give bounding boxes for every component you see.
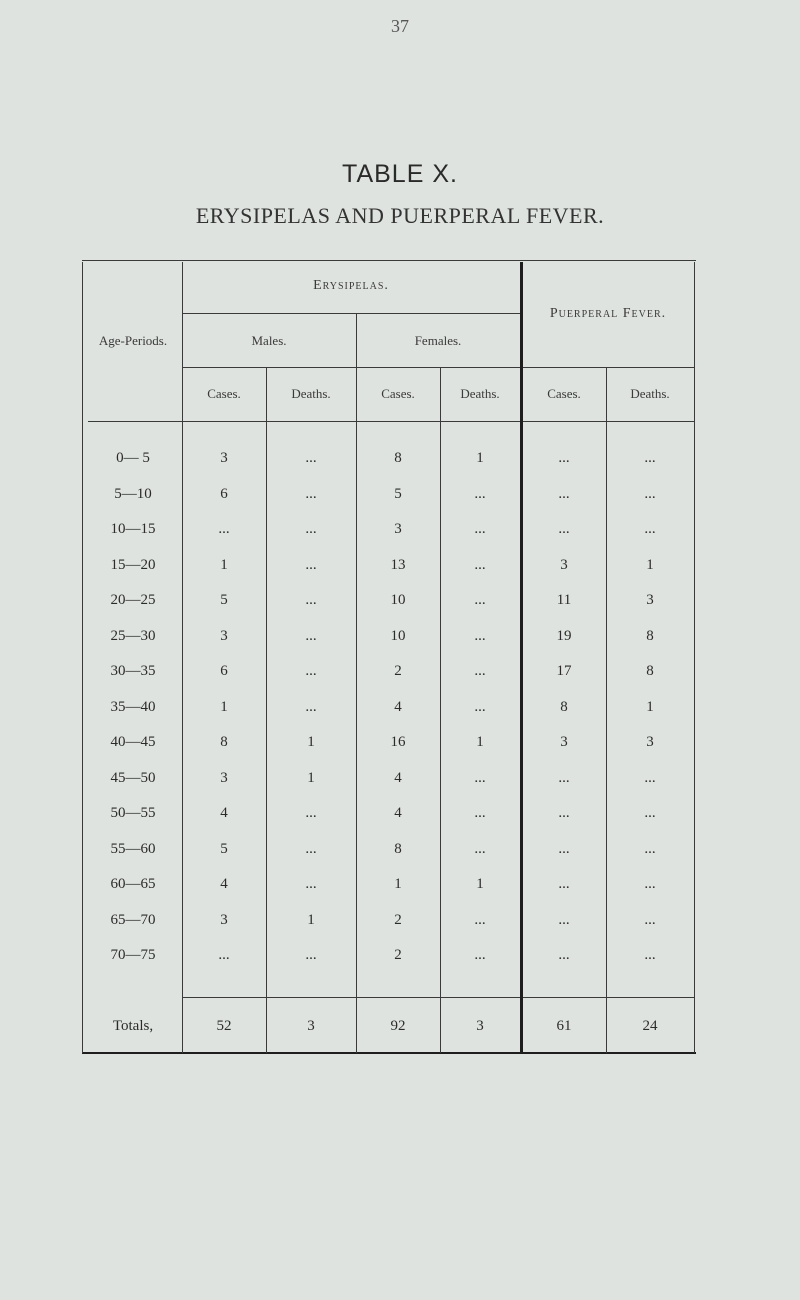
cell-puerperal-cases: 3: [560, 557, 568, 573]
cell-female-cases: 10: [390, 628, 406, 644]
cell-puerperal-deaths: 1: [646, 699, 654, 715]
cell-age: 20—25: [110, 592, 156, 608]
cell-puerperal-deaths: ...: [644, 876, 656, 892]
cell-female-deaths: ...: [474, 628, 486, 644]
cell-male-cases: 1: [220, 699, 228, 715]
cell-male-deaths: ...: [305, 663, 317, 679]
cell-female-deaths: ...: [474, 592, 486, 608]
cell-age: 50—55: [110, 805, 156, 821]
cell-puerperal-cases: ...: [558, 912, 570, 928]
header-female-deaths: Deaths.: [460, 386, 500, 401]
cell-puerperal-deaths: ...: [644, 521, 656, 537]
cell-puerperal-cases: ...: [558, 450, 570, 466]
cell-female-cases: 3: [394, 521, 402, 537]
totals-puerperal-deaths: 24: [642, 1018, 658, 1034]
cell-male-cases: 1: [220, 557, 228, 573]
cell-female-cases: 5: [394, 486, 402, 502]
cell-male-cases: 4: [220, 876, 228, 892]
cell-puerperal-deaths: ...: [644, 450, 656, 466]
cell-age: 0— 5: [116, 450, 150, 466]
cell-male-deaths: ...: [305, 699, 317, 715]
cell-age: 45—50: [110, 770, 156, 786]
header-males: Males.: [251, 333, 287, 348]
cell-puerperal-cases: ...: [558, 805, 570, 821]
header-female-cases: Cases.: [381, 386, 415, 401]
cell-female-cases: 4: [394, 805, 402, 821]
cell-male-cases: ...: [218, 521, 230, 537]
cell-age: 55—60: [110, 841, 156, 857]
cell-female-deaths: ...: [474, 557, 486, 573]
cell-age: 30—35: [110, 663, 156, 679]
cell-male-deaths: ...: [305, 521, 317, 537]
cell-puerperal-cases: 11: [556, 592, 572, 608]
header-erysipelas: Erysipelas.: [313, 278, 389, 293]
cell-puerperal-cases: ...: [558, 876, 570, 892]
header-male-cases: Cases.: [207, 386, 241, 401]
cell-age: 15—20: [110, 557, 156, 573]
rule-top: [82, 260, 696, 261]
cell-puerperal-cases: ...: [558, 770, 570, 786]
cell-male-cases: 4: [220, 805, 228, 821]
cell-female-cases: 10: [390, 592, 406, 608]
cell-female-deaths: 1: [476, 450, 484, 466]
cell-female-deaths: ...: [474, 947, 486, 963]
cell-male-deaths: ...: [305, 947, 317, 963]
cell-male-cases: 8: [220, 734, 228, 750]
totals-female-cases: 92: [390, 1018, 406, 1034]
cell-female-cases: 16: [390, 734, 406, 750]
rule-totals: [182, 997, 694, 998]
cell-male-deaths: ...: [305, 805, 317, 821]
cell-female-deaths: ...: [474, 486, 486, 502]
cell-male-cases: 3: [220, 628, 228, 644]
header-females: Females.: [414, 333, 462, 348]
cell-female-deaths: ...: [474, 805, 486, 821]
rule-bottom: [82, 1052, 696, 1054]
rule-left: [82, 262, 83, 1053]
cell-female-deaths: ...: [474, 699, 486, 715]
cell-female-deaths: ...: [474, 663, 486, 679]
totals-male-deaths: 3: [307, 1018, 315, 1034]
cell-puerperal-cases: 3: [560, 734, 568, 750]
cell-puerperal-deaths: 8: [646, 663, 654, 679]
cell-puerperal-cases: 19: [556, 628, 572, 644]
cell-puerperal-deaths: 3: [646, 592, 654, 608]
header-puerperal-fever: Puerperal Fever.: [549, 306, 667, 321]
header-age-periods: Age-Periods.: [98, 333, 168, 348]
table-subtitle: ERYSIPELAS AND PUERPERAL FEVER.: [195, 203, 605, 228]
cell-puerperal-deaths: ...: [644, 486, 656, 502]
cell-female-cases: 4: [394, 770, 402, 786]
cell-female-deaths: ...: [474, 521, 486, 537]
header-male-deaths: Deaths.: [291, 386, 331, 401]
cell-male-deaths: ...: [305, 876, 317, 892]
cell-male-deaths: 1: [307, 734, 315, 750]
cell-puerperal-deaths: ...: [644, 947, 656, 963]
cell-puerperal-deaths: 8: [646, 628, 654, 644]
cell-puerperal-deaths: ...: [644, 805, 656, 821]
cell-age: 60—65: [110, 876, 156, 892]
cell-male-deaths: ...: [305, 486, 317, 502]
cell-male-deaths: ...: [305, 592, 317, 608]
cell-female-cases: 1: [394, 876, 402, 892]
cell-male-deaths: 1: [307, 770, 315, 786]
cell-male-deaths: ...: [305, 628, 317, 644]
cell-male-cases: 6: [220, 663, 228, 679]
rule-right: [694, 262, 695, 1053]
table-title: TABLE X.: [342, 160, 458, 188]
cell-female-cases: 8: [394, 450, 402, 466]
cell-puerperal-cases: ...: [558, 486, 570, 502]
cell-male-cases: 5: [220, 592, 228, 608]
cell-female-deaths: 1: [476, 734, 484, 750]
cell-male-deaths: ...: [305, 841, 317, 857]
rule-subheader: [182, 313, 522, 314]
rule-body-top: [88, 421, 694, 422]
cell-puerperal-cases: ...: [558, 947, 570, 963]
cell-puerperal-deaths: ...: [644, 912, 656, 928]
cell-puerperal-cases: 17: [556, 663, 572, 679]
header-puerperal-cases: Cases.: [547, 386, 581, 401]
cell-male-cases: 6: [220, 486, 228, 502]
rule-puerperal-divider: [520, 262, 523, 1053]
cell-female-deaths: ...: [474, 770, 486, 786]
cell-male-deaths: ...: [305, 450, 317, 466]
cell-age: 35—40: [110, 699, 156, 715]
cell-puerperal-cases: 8: [560, 699, 568, 715]
totals-puerperal-cases: 61: [556, 1018, 572, 1034]
cell-male-cases: ...: [218, 947, 230, 963]
totals-female-deaths: 3: [476, 1018, 484, 1034]
cell-puerperal-deaths: ...: [644, 841, 656, 857]
cell-female-deaths: 1: [476, 876, 484, 892]
cell-female-deaths: ...: [474, 912, 486, 928]
cell-female-cases: 13: [390, 557, 406, 573]
cell-puerperal-deaths: 3: [646, 734, 654, 750]
cell-puerperal-cases: ...: [558, 841, 570, 857]
cell-puerperal-cases: ...: [558, 521, 570, 537]
cell-female-cases: 4: [394, 699, 402, 715]
page-number: 37: [391, 16, 409, 36]
totals-label: Totals,: [112, 1018, 154, 1034]
cell-female-cases: 2: [394, 912, 402, 928]
cell-age: 25—30: [110, 628, 156, 644]
cell-female-deaths: ...: [474, 841, 486, 857]
cell-age: 65—70: [110, 912, 156, 928]
cell-age: 70—75: [110, 947, 156, 963]
rule-age-divider: [182, 262, 183, 1053]
cell-female-cases: 2: [394, 947, 402, 963]
rule-header: [182, 367, 694, 368]
cell-age: 5—10: [114, 486, 152, 502]
cell-male-cases: 5: [220, 841, 228, 857]
cell-puerperal-deaths: 1: [646, 557, 654, 573]
cell-female-cases: 2: [394, 663, 402, 679]
cell-male-cases: 3: [220, 912, 228, 928]
rule-sex-divider: [356, 313, 357, 1053]
cell-age: 40—45: [110, 734, 156, 750]
totals-male-cases: 52: [216, 1018, 232, 1034]
cell-female-cases: 8: [394, 841, 402, 857]
header-puerperal-deaths: Deaths.: [630, 386, 670, 401]
cell-age: 10—15: [110, 521, 156, 537]
cell-male-deaths: ...: [305, 557, 317, 573]
cell-male-cases: 3: [220, 770, 228, 786]
cell-puerperal-deaths: ...: [644, 770, 656, 786]
cell-male-deaths: 1: [307, 912, 315, 928]
cell-male-cases: 3: [220, 450, 228, 466]
